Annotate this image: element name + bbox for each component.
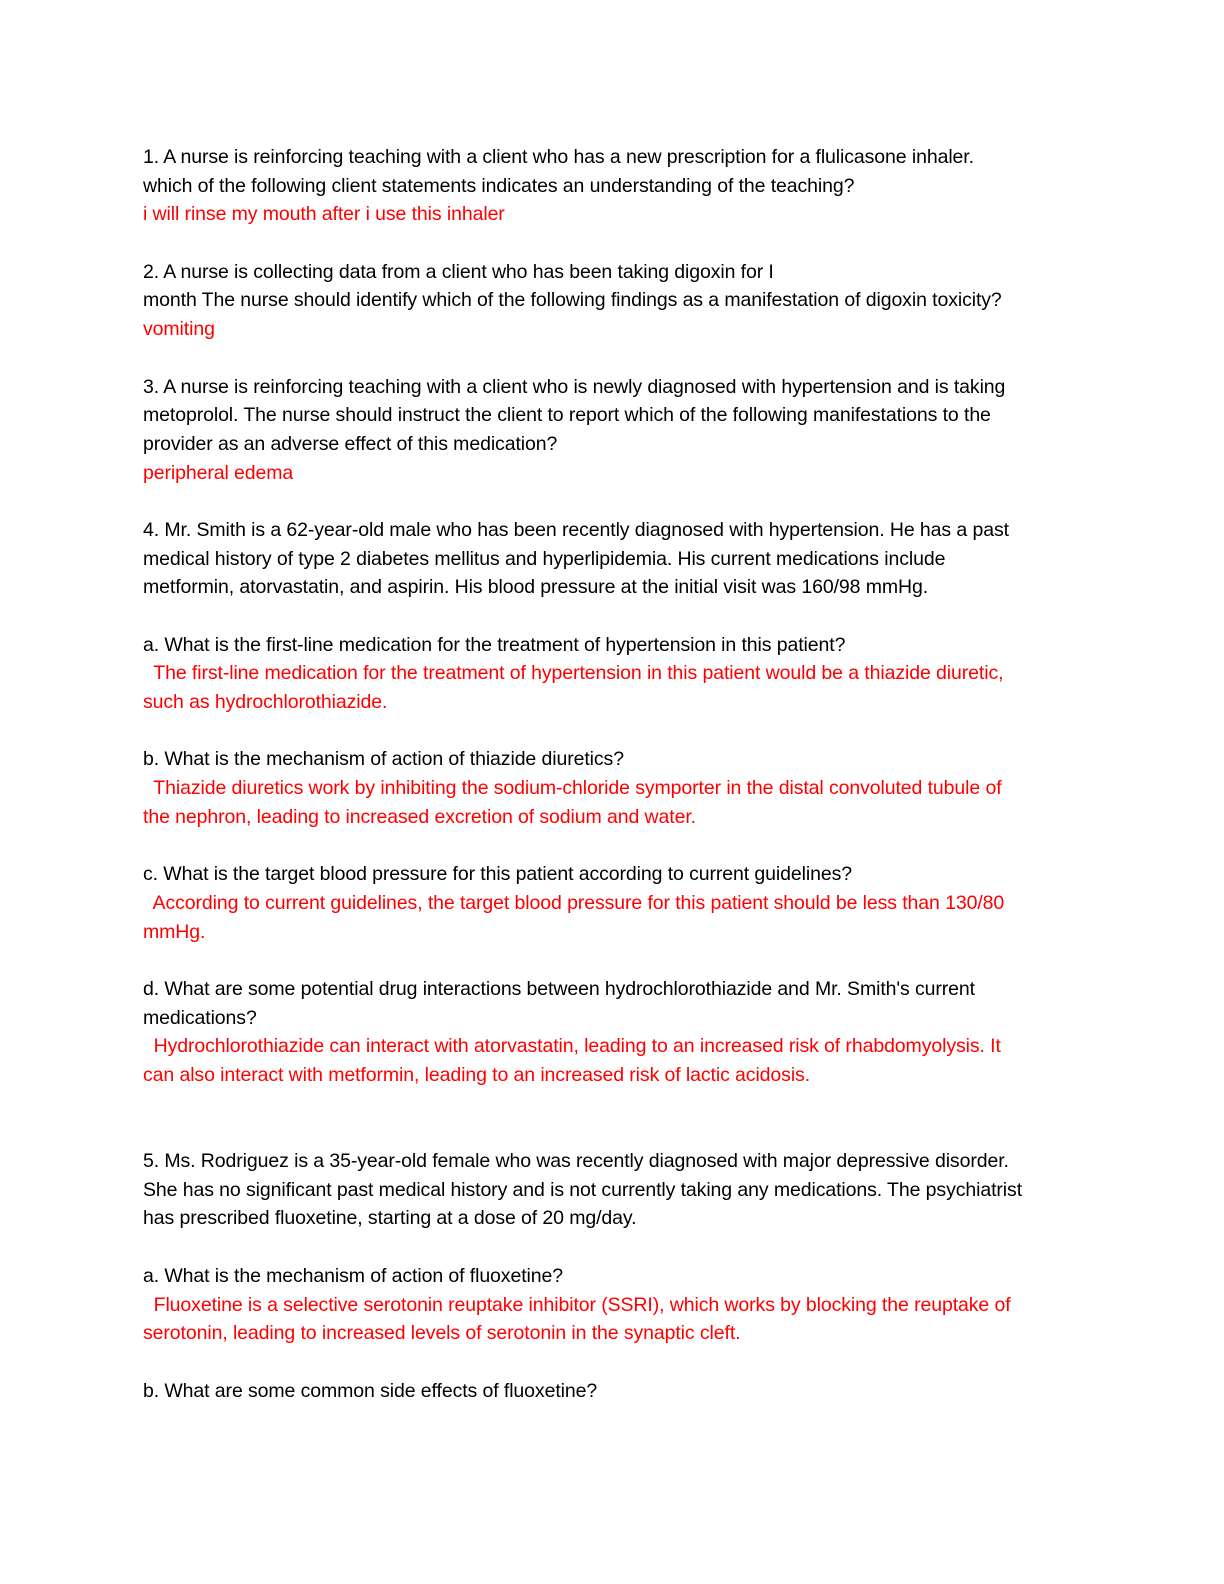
question-3-line-2: metoprolol. The nurse should instruct the client to report which of the following manifestations to the (143, 404, 991, 427)
question-3 (143, 373, 1073, 488)
question-1-answer: i will rinse my mouth after i use this inhaler (143, 203, 505, 226)
question-4d-prompt-line-2: medications? (143, 1006, 257, 1029)
spacer (143, 1233, 1073, 1262)
document-body (143, 143, 1073, 1405)
question-5b (143, 1377, 1073, 1406)
question-5a-answer-line-2: serotonin, leading to increased levels of serotonin in the synaptic cleft. (143, 1322, 741, 1345)
spacer (143, 717, 1073, 746)
question-5a-answer-line-1: Fluoxetine is a selective serotonin reuptake inhibitor (SSRI), which works by blocking the reuptake of (143, 1293, 1011, 1316)
question-4c-prompt: c. What is the target blood pressure for this patient according to current guidelines? (143, 863, 852, 886)
question-4-line-3: metformin, atorvastatin, and aspirin. His blood pressure at the initial visit was 160/98 mmHg. (143, 576, 929, 599)
question-3-line-3: provider as an adverse effect of this medication? (143, 432, 558, 455)
question-5-line-1: 5. Ms. Rodriguez is a 35-year-old female who was recently diagnosed with major depressive disorder. (143, 1150, 1009, 1173)
question-3-answer: peripheral edema (143, 461, 294, 484)
question-1-line-1: 1. A nurse is reinforcing teaching with a client who has a new prescription for a flulicasone inhaler. (143, 146, 974, 168)
spacer (143, 344, 1073, 373)
question-4c-answer-line-1: According to current guidelines, the target blood pressure for this patient should be less than 130/80 (143, 891, 1005, 914)
question-4a-answer-line-1: The first-line medication for the treatment of hypertension in this patient would be a thiazide diuretic, (143, 662, 1004, 685)
question-4b (143, 745, 1073, 831)
question-5 (143, 1147, 1073, 1233)
spacer (143, 1348, 1073, 1377)
question-4d-prompt-line-1: d. What are some potential drug interactions between hydrochlorothiazide and Mr. Smith's current (143, 977, 975, 1000)
question-4b-answer-line-1: Thiazide diuretics work by inhibiting the sodium-chloride symporter in the distal convoluted tubule of (143, 777, 1002, 800)
question-1-line-2: which of the following client statements indicates an understanding of the teaching? (143, 174, 855, 197)
question-1 (143, 143, 1073, 229)
question-5-line-2: She has no significant past medical history and is not currently taking any medications. The psychiatrist (143, 1178, 1023, 1201)
question-4d-answer-line-2: can also interact with metformin, leading to an increased risk of lactic acidosis. (143, 1064, 811, 1086)
question-4a (143, 631, 1073, 717)
spacer (143, 602, 1073, 631)
question-4b-prompt: b. What is the mechanism of action of thiazide diuretics? (143, 748, 624, 771)
spacer (143, 832, 1073, 861)
question-4 (143, 516, 1073, 602)
question-3-line-1: 3. A nurse is reinforcing teaching with a client who is newly diagnosed with hypertension and is taking (143, 375, 1006, 398)
question-5a-prompt: a. What is the mechanism of action of fluoxetine? (143, 1264, 563, 1287)
spacer (143, 229, 1073, 258)
question-4a-answer-line-2: such as hydrochlorothiazide. (143, 691, 388, 714)
question-4c (143, 860, 1073, 946)
question-5-line-3: has prescribed fluoxetine, starting at a dose of 20 mg/day. (143, 1207, 637, 1230)
spacer (143, 1090, 1073, 1147)
question-4-line-1: 4. Mr. Smith is a 62-year-old male who has been recently diagnosed with hypertension. He has a past (143, 518, 1009, 541)
question-4b-answer-line-2: the nephron, leading to increased excretion of sodium and water. (143, 805, 696, 828)
question-4-line-2: medical history of type 2 diabetes mellitus and hyperlipidemia. His current medications include (143, 547, 946, 570)
question-4d (143, 975, 1073, 1090)
question-2 (143, 258, 1073, 344)
question-5b-prompt: b. What are some common side effects of fluoxetine? (143, 1379, 598, 1402)
question-2-answer: vomiting (143, 318, 215, 341)
question-4d-answer-line-1: Hydrochlorothiazide can interact with atorvastatin, leading to an increased risk of rhabdomyolysis. It (143, 1035, 1001, 1058)
question-2-line-1: 2. A nurse is collecting data from a client who has been taking digoxin for I (143, 260, 774, 283)
question-5a (143, 1262, 1073, 1348)
question-4c-answer-line-2: mmHg. (143, 920, 206, 943)
spacer (143, 487, 1073, 516)
question-4a-prompt: a. What is the first-line medication for the treatment of hypertension in this patient? (143, 633, 846, 656)
spacer (143, 946, 1073, 975)
question-2-line-2: month The nurse should identify which of the following findings as a manifestation of digoxin toxicity? (143, 289, 1002, 312)
